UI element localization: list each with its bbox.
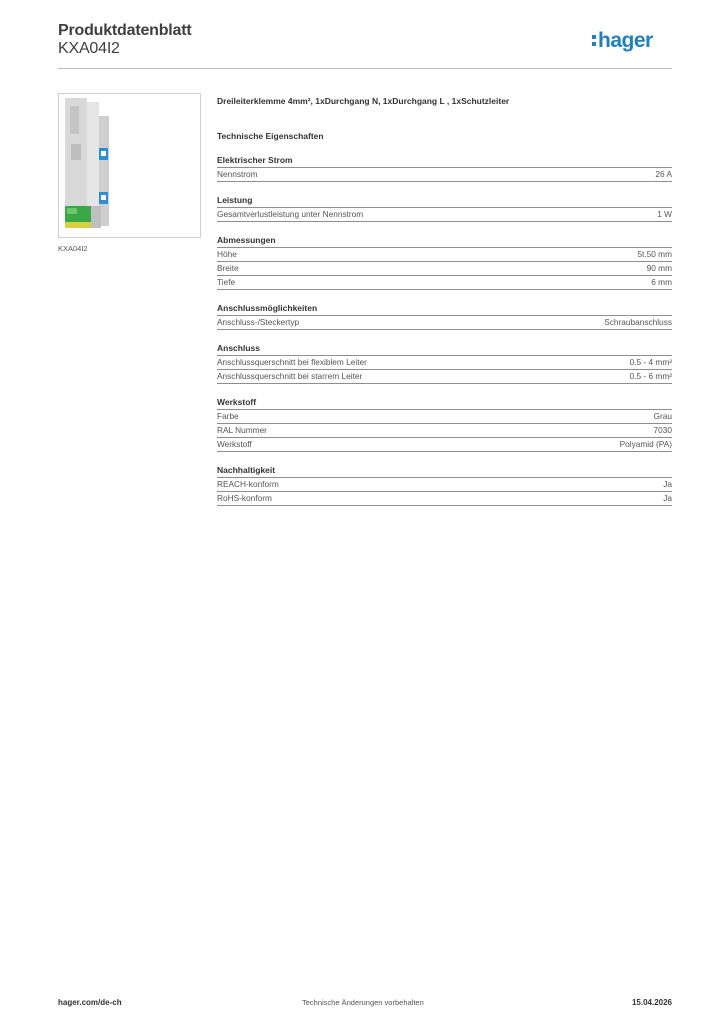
spec-label: RAL Nummer: [217, 425, 267, 435]
spec-group-nachhaltigkeit: [217, 465, 672, 506]
product-image: [58, 93, 201, 238]
group-title: Anschluss: [217, 343, 672, 356]
header-divider: [58, 68, 672, 69]
group-title: Abmessungen: [217, 235, 672, 248]
spec-label: Tiefe: [217, 277, 236, 287]
spec-group-anschlussmoeglichkeiten: [217, 303, 672, 330]
spec-label: Breite: [217, 263, 239, 273]
spec-value: Polyamid (PA): [619, 439, 672, 449]
group-title: Elektrischer Strom: [217, 155, 672, 168]
product-code: KXA04I2: [58, 40, 120, 57]
spec-value: 0.5 - 6 mm²: [629, 371, 672, 381]
spec-value: 6 mm: [651, 277, 672, 287]
spec-row: [217, 316, 672, 330]
spec-value: 5t.50 mm: [637, 249, 672, 259]
spec-row: [217, 248, 672, 262]
page-title: Produktdatenblatt: [58, 22, 192, 39]
footer-website-link[interactable]: hager.com/de-ch: [58, 998, 122, 1007]
spec-label: Farbe: [217, 411, 239, 421]
spec-group-leistung: [217, 195, 672, 222]
group-title: Leistung: [217, 195, 672, 208]
spec-value: 7030: [653, 425, 672, 435]
spec-label: Nennstrom: [217, 169, 258, 179]
spec-row: [217, 424, 672, 438]
spec-group-elektrischer-strom: [217, 155, 672, 182]
spec-label: REACH-konform: [217, 479, 279, 489]
group-title: Werkstoff: [217, 397, 672, 410]
spec-row: [217, 276, 672, 290]
spec-value: 26 A: [655, 169, 672, 179]
spec-label: Anschluss-/Steckertyp: [217, 317, 300, 327]
spec-label: Höhe: [217, 249, 237, 259]
spec-value: Ja: [663, 493, 672, 503]
section-heading: Technische Eigenschaften: [217, 131, 324, 141]
spec-value: 90 mm: [646, 263, 672, 273]
spec-group-anschluss: [217, 343, 672, 384]
spec-row: [217, 208, 672, 222]
spec-label: RoHS-konform: [217, 493, 272, 503]
spec-value: Ja: [663, 479, 672, 489]
spec-row: [217, 410, 672, 424]
spec-value: Schraubanschluss: [604, 317, 672, 327]
spec-row: [217, 262, 672, 276]
product-description: Dreileiterklemme 4mm², 1xDurchgang N, 1xDurchgang L , 1xSchutzleiter: [217, 96, 510, 106]
spec-label: Gesamtverlustleistung unter Nennstrom: [217, 209, 364, 219]
spec-row: [217, 356, 672, 370]
spec-label: Anschlussquerschnitt bei starrem Leiter: [217, 371, 363, 381]
spec-value: 0.5 - 4 mm²: [629, 357, 672, 367]
hager-logo: [592, 28, 676, 58]
group-title: Nachhaltigkeit: [217, 465, 672, 478]
spec-row: [217, 168, 672, 182]
logo-wordmark: hager: [598, 29, 653, 52]
spec-value: Grau: [653, 411, 672, 421]
group-title: Anschlussmöglichkeiten: [217, 303, 672, 316]
spec-value: 1 W: [657, 209, 672, 219]
spec-row: [217, 478, 672, 492]
spec-content: [217, 96, 672, 506]
spec-row: [217, 492, 672, 506]
image-caption: KXA04I2: [58, 244, 88, 253]
spec-label: Werkstoff: [217, 439, 252, 449]
spec-group-abmessungen: [217, 235, 672, 290]
footer-date: 15.04.2026: [631, 998, 672, 1007]
footer-notice: Technische Änderungen vorbehalten: [302, 998, 424, 1007]
spec-row: [217, 370, 672, 384]
spec-group-werkstoff: [217, 397, 672, 452]
spec-label: Anschlussquerschnitt bei flexiblem Leiter: [217, 357, 367, 367]
spec-row: [217, 438, 672, 452]
